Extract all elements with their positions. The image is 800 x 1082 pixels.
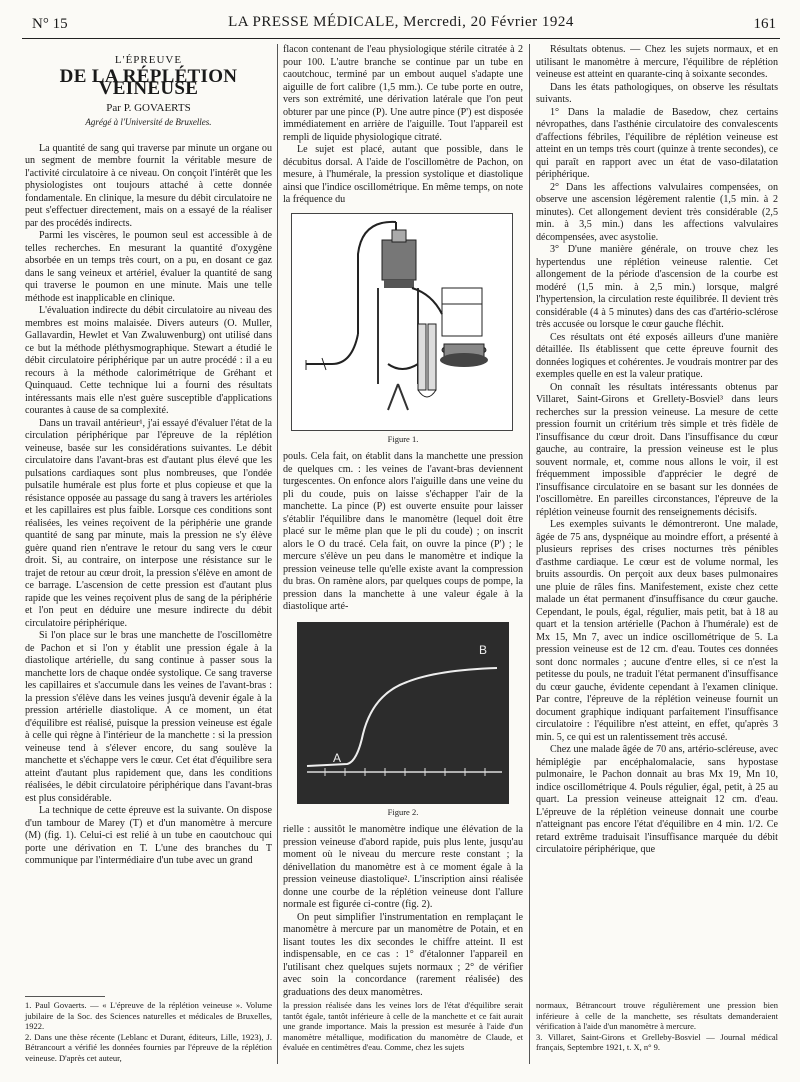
footnote: 3. Villaret, Saint-Girons et Grelleby-Bosviel — Journal médical français, Septembre 1921, t. X, n° 9.: [536, 1031, 778, 1052]
header-rule: [22, 38, 780, 39]
paragraph: Le sujet est placé, autant que possible, dans le décubitus dorsal. A l'aide de l'oscillomètre de Pachon, on mesure, à l'humérale, la pression systolique et diastolique ainsi que l'indice oscillométrique. En même temps, on note la fréquence du: [283, 144, 523, 205]
article-author: Par P. GOVAERTS: [106, 101, 191, 114]
footnote: 1. Paul Govaerts. — « L'épreuve de la réplétion veineuse ». Volume jubilaire de la Soc. des Sciences naturelles et médicales de Bruxelles, 1922.: [25, 1000, 272, 1031]
author-affiliation: Agrégé à l'Université de Bruxelles.: [85, 117, 212, 127]
paragraph: flacon contenant de l'eau physiologique stérile citratée à 2 pour 100. L'autre branche se continue par un tube en caoutchouc, terminé par un embout auquel s'adapte une aiguille de fort calibre (1,5 mm.). Ce tube porte en outre, vers son extrémité, une dérivation latérale que l'on peut obturer par une pince (P). Une autre pince (P') est disposée immédiatement en arrière de l'aiguille. Tout l'appareil est rempli de liquide physiologique citraté.: [283, 44, 523, 143]
curve-label-a: A: [333, 750, 342, 765]
paragraph: Si l'on place sur le bras une manchette de l'oscillomètre de Pachon et si l'on y établit une pression égale à la diastolique artérielle, du sang continue à passer sous la manchette lors de chaque ondée systolique. Ce sang traverse les capillaires et s'accumule dans les veines de l'avant-bras : la pression s'élève dans les veines jusqu'à devenir égale à la pression artérielle diastolique. A ce moment, un état d'équilibre est réalisé, puisque la pression veineuse est égale à celle qui règne à l'intérieur de la manchette : si la pression veineuse tend à s'élever encore, du sang soulève la manchette et s'échappe vers le cœur. Cet état d'équilibre sera atteint d'autant plus rapidement que, dans les conditions réalisées, le débit circulatoire périphérique dans l'avant-bras est plus considérable.: [25, 630, 272, 804]
paragraph: rielle : aussitôt le manomètre indique une élévation de la pression veineuse d'abord rapide, puis plus lente, jusqu'au moment où le niveau du mercure reste constant ; la dénivellation du manomètre est à ce moment égale à la pression veineuse diastolique². L'inscription ainsi réalisée donne une courbe de la réplétion veineuse dont l'allure normale est figurée ci-contre (fig. 2).: [283, 824, 523, 910]
column-2: [283, 44, 523, 998]
paragraph: 1° Dans la maladie de Basedow, chez certains névropathes, dans l'asthénie circulatoire des convalescents d'affections fébriles, l'équilibre de réplétion veineuse est atteint en un temps très court (quinze à trente secondes), ce qui paraît en rapport avec un état de vaso-dilatation périphérique.: [536, 106, 778, 180]
column-divider: [277, 44, 278, 1064]
article-title: DE LA RÉPLÉTION VEINEUSE: [59, 65, 238, 99]
article-kicker: L'ÉPREUVE: [114, 54, 183, 66]
column-divider: [529, 44, 530, 1064]
paragraph: Les exemples suivants le démontreront. Une malade, âgée de 75 ans, dyspnéique au moindre effort, a présenté à plusieurs reprises des crises nocturnes très pénibles d'asthme cardiaque. Le cœur est de volume normal, les bruits assourdis. On perçoit aux deux bases pulmonaires une pluie de râles fins. Manifestement, existe chez cette malade un état permanent d'insuffisance du cœur gauche. Cependant, le pouls, égal, régulier, mais petit, bat à 18 au quart et la tension artérielle (Pachon à l'humérale) est de Mx 15, Mn 7, avec un indice oscillométrique de 5. La pression veineuse est de 12 cm. d'eau. Toutes ces données sont donc normales ; aucune d'entre elles, si ce n'est la petitesse du pouls, ne traduit l'état permanent d'insuffisance du cœur gauche, évidente cependant à l'examen clinique. Par contre, l'épreuve de la réplétion veineuse fournit un document graphique indiquant parfaitement l'insuffisance circulatoire : l'équilibre n'est atteint, en effet, qu'après 3 min. 5, ce qui est un ralentissement très accusé.: [536, 519, 778, 743]
paragraph: pouls. Cela fait, on établit dans la manchette une pression de quelques cm. : les veines de l'avant-bras deviennent turgescentes. On enfonce alors l'aiguille dans une veine du pli du coude, puis on laisse s'échapper l'air de la manchette. La pince (P) est ouverte ensuite pour laisser s'établir l'équilibre dans le manomètre (lequel doit être placé sur le même plan que le pli du coude) ; on inscrit alors le O du tracé. Cela fait, on ouvre la pince (P') ; le mercure s'élève un peu dans le manomètre et indique la pression veineuse telle qu'elle existe avant la compression du bras. On ramène alors, par quelques coups de pompe, la pression dans la manchette à une valeur égale à la diastolique arté-: [283, 451, 523, 612]
footnotes-column-1: [25, 1000, 272, 1063]
paragraph: Parmi les viscères, le poumon seul est accessible à de telles recherches. En mesurant la quantité d'oxygène absorbée en un temps très court, on a pu, en dosant ce gaz dans le sang veineux et artériel, évaluer la quantité de sang qui traverse le poumon en une minute. Mais une telle méthode est inapplicable en clinique.: [25, 230, 272, 304]
footnotes-column-2: [283, 1000, 523, 1053]
paragraph: Dans les états pathologiques, on observe les résultats suivants.: [536, 81, 778, 105]
column-3: [536, 44, 778, 984]
paragraph: La technique de cette épreuve est la suivante. On dispose d'un tambour de Marey (T) et d'un manomètre à mercure (M) (fig. 1). Celui-ci est relié à un tube en caoutchouc qui porte une dérivation en T. L'une des branches du T communique par l'intermédiaire d'un tube avec un grand: [25, 805, 272, 866]
figure-2-tracing: [297, 622, 509, 804]
paragraph: On connaît les résultats intéressants obtenus par Villaret, Saint-Girons et Grellety-Bosviel³ dans leurs recherches sur la pression veineuse. La mesure de cette pression fournit un critérium très simple et très fidèle de l'insuffisance du cœur droit. Dans l'insuffisance du cœur gauche, au contraire, la pression veineuse est le plus souvent normale, et, comme nous allons le voir, il est fréquemment impossible d'apprécier le degré de l'insuffisance circulatoire en se basant sur les données de l'oscillomètre. En pareilles circonstances, l'épreuve de la réplétion veineuse fournit des renseignements décisifs.: [536, 381, 778, 518]
figure-1-caption: Figure 1.: [387, 433, 419, 444]
curve-label-b: B: [479, 642, 488, 657]
figure-2-caption: Figure 2.: [387, 806, 419, 817]
page-header: [22, 14, 780, 38]
paragraph: On peut simplifier l'instrumentation en remplaçant le manomètre à mercure par un manomètre de Potain, et en lisant toutes les dix secondes le chiffre atteint. Il est indispensable, en ce cas : 1° d'étalonner l'appareil en l'utilisant chez quelques sujets normaux ; 2° de vérifier avec soin la concordance (rarement réalisée) des graduations des deux manomètres.: [283, 911, 523, 998]
figure-1-apparatus-drawing: [291, 213, 513, 431]
journal-title: LA PRESSE MÉDICALE, Mercredi, 20 Février 1924: [228, 14, 574, 30]
footnote: 2. Dans une thèse récente (Leblanc et Durant, éditeurs, Lille, 1923), J. Bétrancourt a vérifié les données fournies par l'épreuve de la réplétion veineuse. D'après cet auteur,: [25, 1031, 272, 1063]
paragraph: 2° Dans les affections valvulaires compensées, on observe une ascension légèrement ralentie (1,5 min. à 2 minutes). Cet allongement devient très considérable (2,5 min. à 3,5 min.) dans les affections valvulaires décompensées, avec asystolie.: [536, 181, 778, 243]
paragraph: Chez une malade âgée de 70 ans, artério-scléreuse, avec hémiplégie par encéphalomalacie, sans hypostase pulmonaire, le Pachon donnait au bras Mx 19, Mn 10, indice oscillométrique 4. Pouls régulier, égal, petit, à 25 au quart. La pression veineuse atteignait 12 cm. d'eau. L'épreuve de la réplétion veineuse donnait une courbe n'atteignant pas encore l'état d'équilibre en 4 min. 1/2. Ce retard extrême traduisait l'insuffisance marquée du débit circulatoire périphérique, que: [536, 744, 778, 855]
footnotes-column-3: [536, 1000, 778, 1053]
paragraph: 3° D'une manière générale, on trouve chez les hypertendus une réplétion veineuse ralentie. Cet allongement de la période d'ascension de la courbe est modéré (1,5 min. à 2,5 min.) lorsque, malgré l'hypertension, la circulation reste équilibrée. Il devient très considérable (4 à 5 minutes) dans des cas d'artério-sclérose très accusée ou lorsque le cœur gauche fléchit.: [536, 244, 778, 330]
paragraph: Dans un travail antérieur¹, j'ai essayé d'évaluer l'état de la circulation périphérique par l'épreuve de la réplétion veineuse, basée sur les considérations suivantes. Le débit circulatoire dans l'avant-bras est d'autant plus élevé que les pulsations cardiaques sont plus nombreuses, que l'ondée pulsatile humérale est plus forte et plus copieuse et que la résistance opposée au passage du sang à travers les artérioles et les capillaires est plus faible. Lorsque ces conditions sont réalisées, les veines reçoivent de la périphérie une grande quantité de sang par minute, mais la pression ne s'y élève guère quand rien n'entrave le retour du sang vers le cœur droit. Si, au contraire, on interpose une résistance sur le trajet de retour au cœur droit, la pression s'élève en amont de ce barrage. L'ascension de cette pression est d'autant plus rapide que les veines reçoivent plus de sang de la périphérie et l'on peut en déduire une mesure indirecte du débit circulatoire périphérique.: [25, 417, 272, 629]
apparatus-illustration: [292, 214, 512, 430]
page-number: 161: [753, 16, 776, 32]
paragraph: Ces résultats ont été exposés ailleurs d'une manière détaillée. Ils établissent que cette épreuve fournit des données logiques et cohérentes. Je voudrais montrer par des exemples quelle en est la valeur pratique.: [536, 331, 778, 380]
article-heading: [25, 54, 272, 129]
issue-number: N° 15: [32, 16, 68, 32]
footnote: la pression réalisée dans les veines lors de l'état d'équilibre serait tantôt égale, tantôt inférieure à celle de la manchette et ce fait aurait une grande importance. Mais la pression est mesurée à l'aide d'un manomètre métallique, modification du manomètre de Claude, et évaluée en centimètres d'eau. Comme, chez les sujets: [283, 1000, 523, 1052]
footnote: normaux, Bétrancourt trouve régulièrement une pression bien inférieure à celle de la manchette, ses résultats demanderaient vérification à l'aide d'un manomètre à mercure.: [536, 1000, 778, 1031]
paragraph: L'évaluation indirecte du débit circulatoire au niveau des membres est moins malaisée. Divers auteurs (O. Muller, Gallavardin, Hewlet et Van Zwaluwenburg) ont utilisé dans ce but la méthode pléthysmographique. Stewart a étudié le débit circulatoire périphérique par un autre procédé : il a eu recours à la méthode calorimétrique de Gréhant et Quinquaud. Cette technique lui a fourni des résultats intéressants mais elle n'est guère susceptible d'applications courantes à cause de sa complexité.: [25, 305, 272, 416]
paragraph: Résultats obtenus. — Chez les sujets normaux, et en utilisant le manomètre à mercure, l'équilibre de réplétion veineuse est atteint en quarante-cinq à soixante secondes.: [536, 44, 778, 80]
paragraph: La quantité de sang qui traverse par minute un organe ou un segment de membre fournit la véritable mesure de l'activité circulatoire à ce niveau. On conçoit l'intérêt que les physiologistes ont toujours attaché à cette donnée fondamentale. En clinique, la mesure du débit circulatoire ne peut s'effectuer directement, mais on a essayé de la réaliser par des procédés indirects.: [25, 142, 272, 229]
column-1: [25, 44, 272, 984]
venous-repletion-curve: [297, 622, 509, 804]
footnote-rule: [25, 996, 105, 997]
